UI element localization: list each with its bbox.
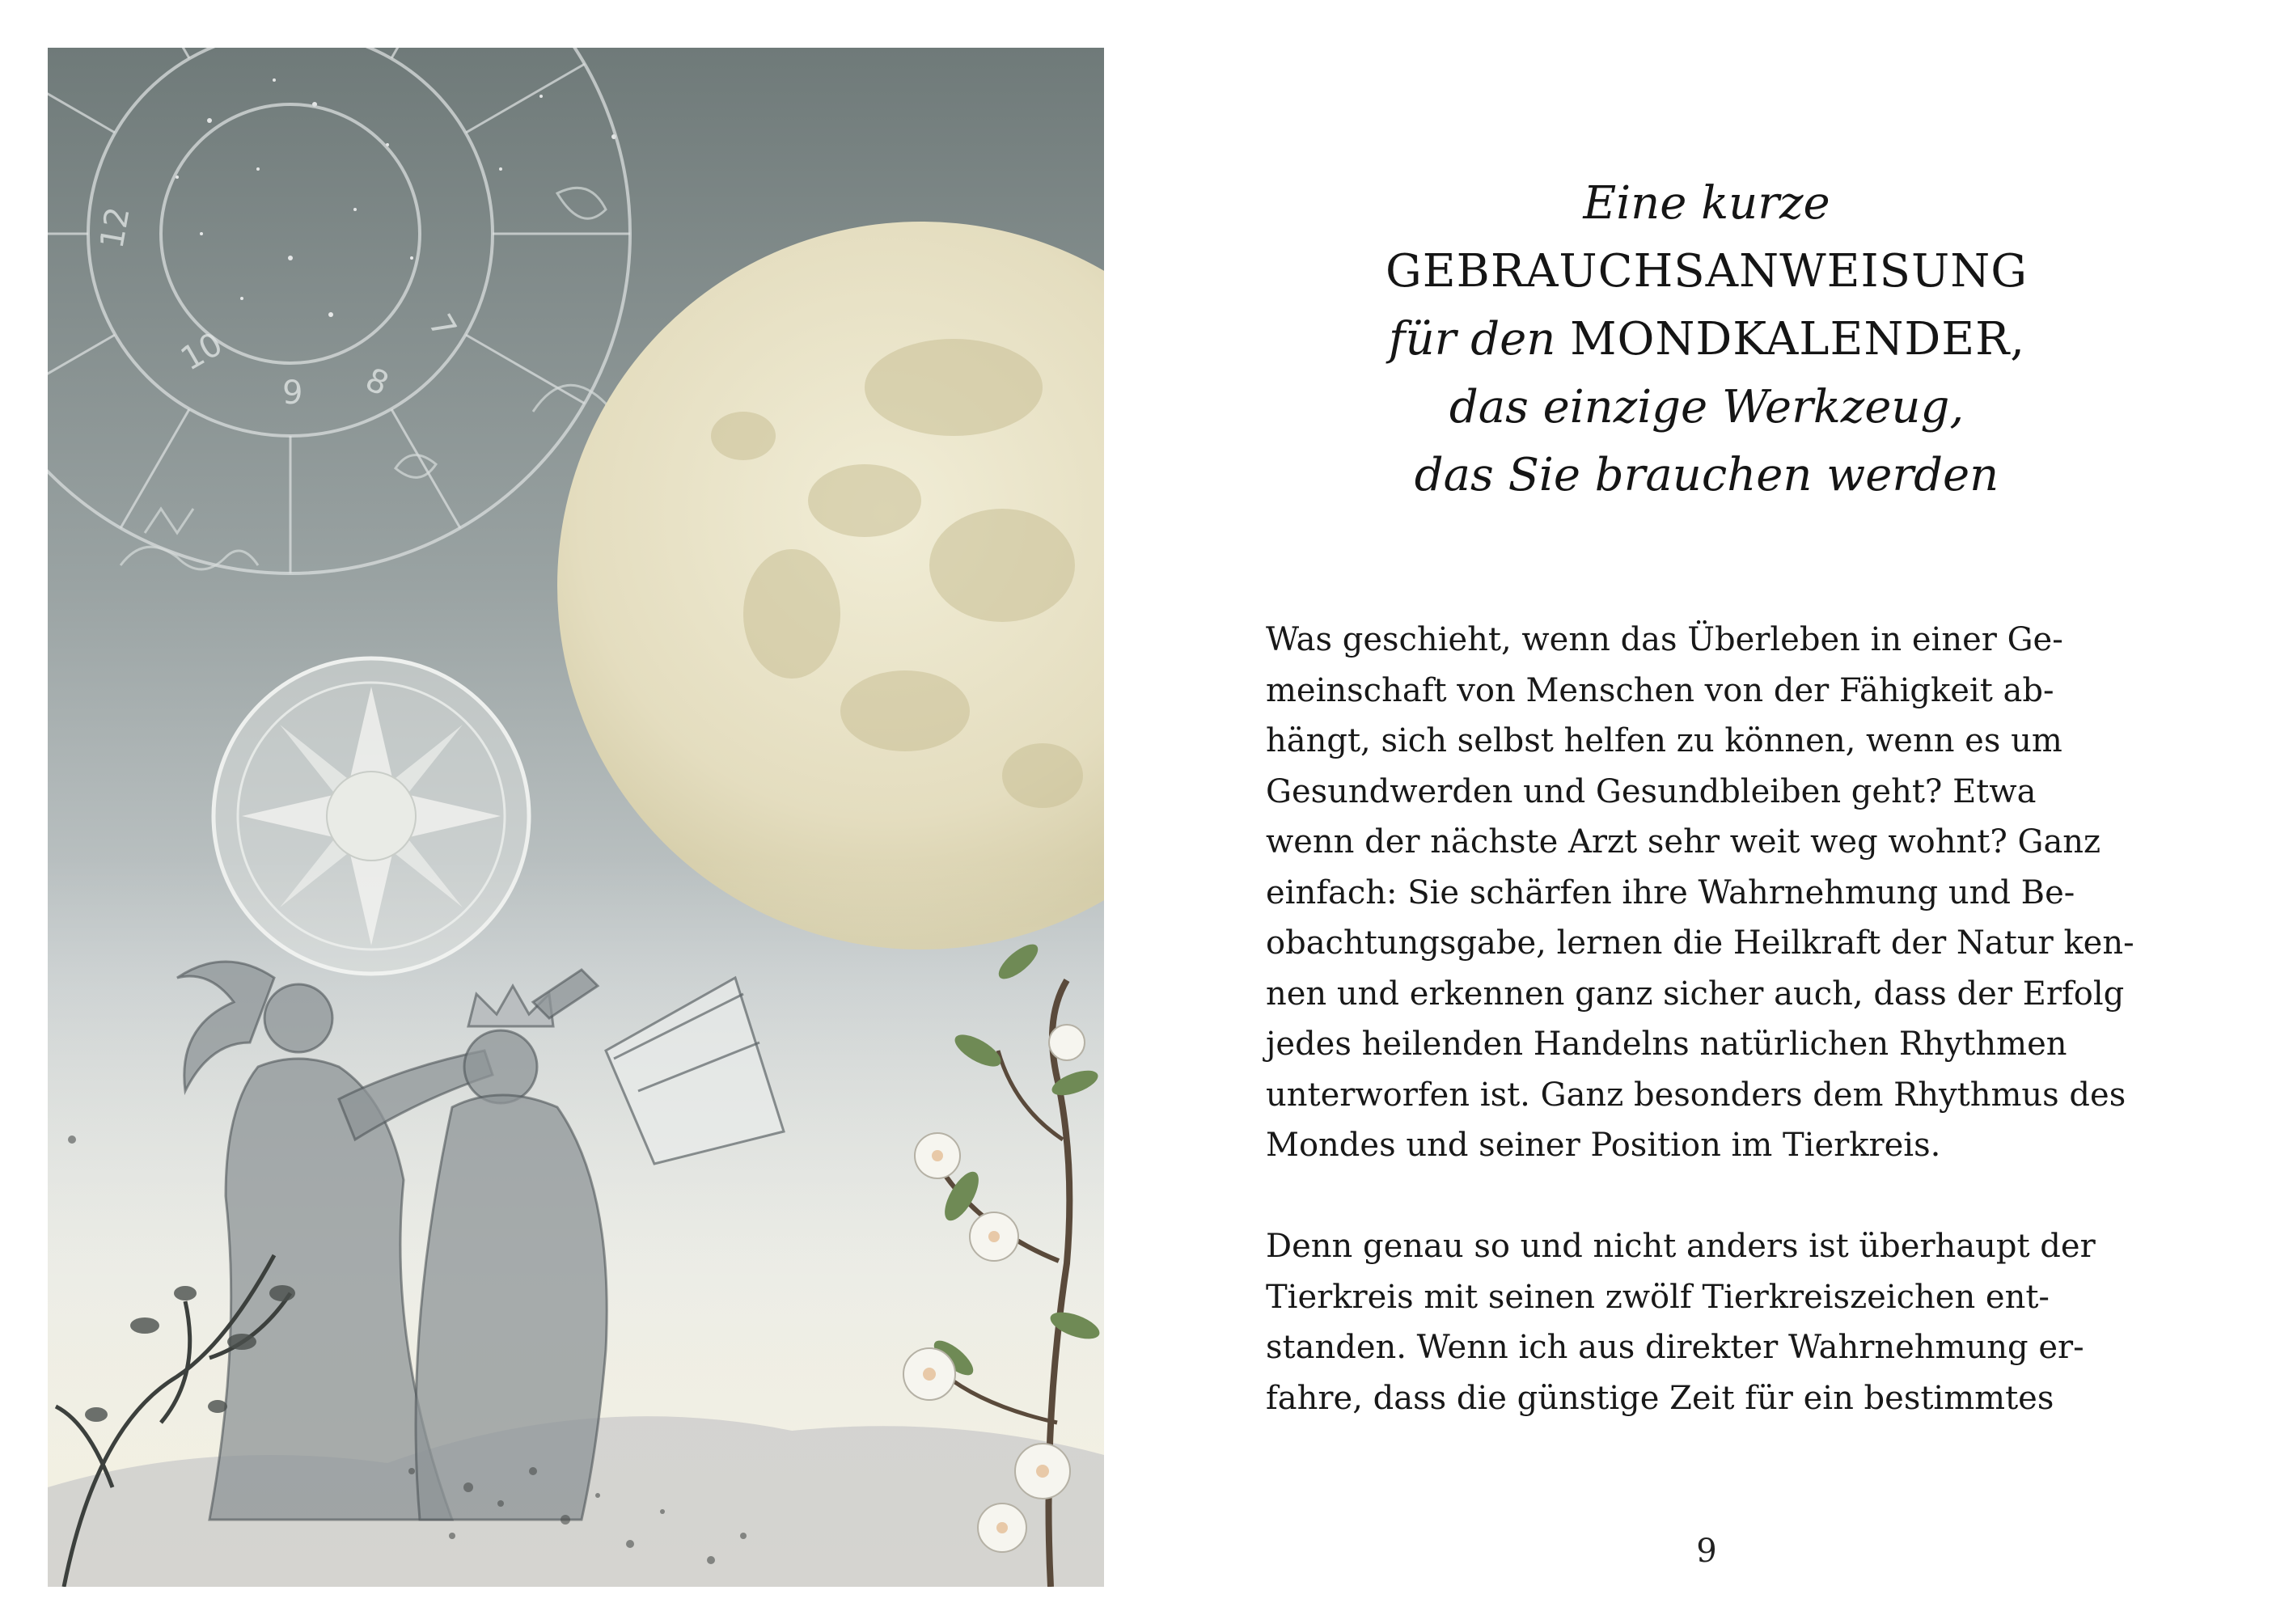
text-line: wenn der nächste Arzt sehr weit weg wohnt? Ganz bbox=[1266, 823, 2101, 861]
text-line: Mondes und seiner Position im Tierkreis. bbox=[1266, 1127, 1941, 1164]
text-line: standen. Wenn ich aus direkter Wahrnehmung er- bbox=[1266, 1329, 2084, 1366]
text-line: obachtungsgabe, lernen die Heilkraft der Natur ken- bbox=[1266, 924, 2134, 962]
zodiac-number: 7 bbox=[421, 308, 463, 345]
title-line-3 bbox=[1262, 306, 2151, 374]
text-line: meinschaft von Menschen von der Fähigkeit ab- bbox=[1266, 671, 2054, 709]
paragraph-1 bbox=[1266, 615, 2156, 1171]
text-line: hängt, sich selbst helfen zu können, wenn es um bbox=[1266, 722, 2062, 759]
zodiac-number: 8 bbox=[359, 361, 395, 404]
title-line-3-caps: MONDKALENDER bbox=[1570, 313, 2011, 366]
title-line-3-prefix: für den bbox=[1388, 313, 1571, 366]
text-line: nen und erkennen ganz sicher auch, dass der Erfolg bbox=[1266, 975, 2125, 1013]
text-line: Was geschieht, wenn das Überleben in einer Ge- bbox=[1266, 621, 2063, 658]
title-line-5: das Sie brauchen werden bbox=[1414, 449, 1999, 501]
zodiac-number: 10 bbox=[175, 325, 230, 379]
title-line-4: das einzige Werkzeug, bbox=[1449, 381, 1965, 433]
paragraph-2 bbox=[1266, 1221, 2156, 1423]
collage-illustration bbox=[48, 48, 1104, 1587]
text-line: Tierkreis mit seinen zwölf Tierkreiszeichen ent- bbox=[1266, 1278, 2050, 1316]
text-line: jedes heilenden Handelns natürlichen Rhythmen bbox=[1266, 1026, 2067, 1063]
page-number: 9 bbox=[1696, 1533, 1717, 1570]
title-line-3-suffix: , bbox=[2010, 313, 2025, 366]
text-line: Denn genau so und nicht anders ist überhaupt der bbox=[1266, 1228, 2096, 1265]
text-line: fahre, dass die günstige Zeit für ein bestimmtes bbox=[1266, 1379, 2054, 1417]
text-line: Gesundwerden und Gesundbleiben geht? Etwa bbox=[1266, 772, 2037, 810]
zodiac-number: 12 bbox=[93, 204, 137, 252]
text-line: einfach: Sie schärfen ihre Wahrnehmung und Be- bbox=[1266, 873, 2075, 911]
title-line-2: GEBRAUCHSANWEISUNG bbox=[1386, 245, 2028, 298]
zodiac-number: 9 bbox=[282, 374, 303, 412]
text-line: unterworfen ist. Ganz besonders dem Rhythmus des bbox=[1266, 1076, 2126, 1114]
chapter-title bbox=[1262, 170, 2151, 510]
title-line-1: Eine kurze bbox=[1583, 177, 1830, 230]
